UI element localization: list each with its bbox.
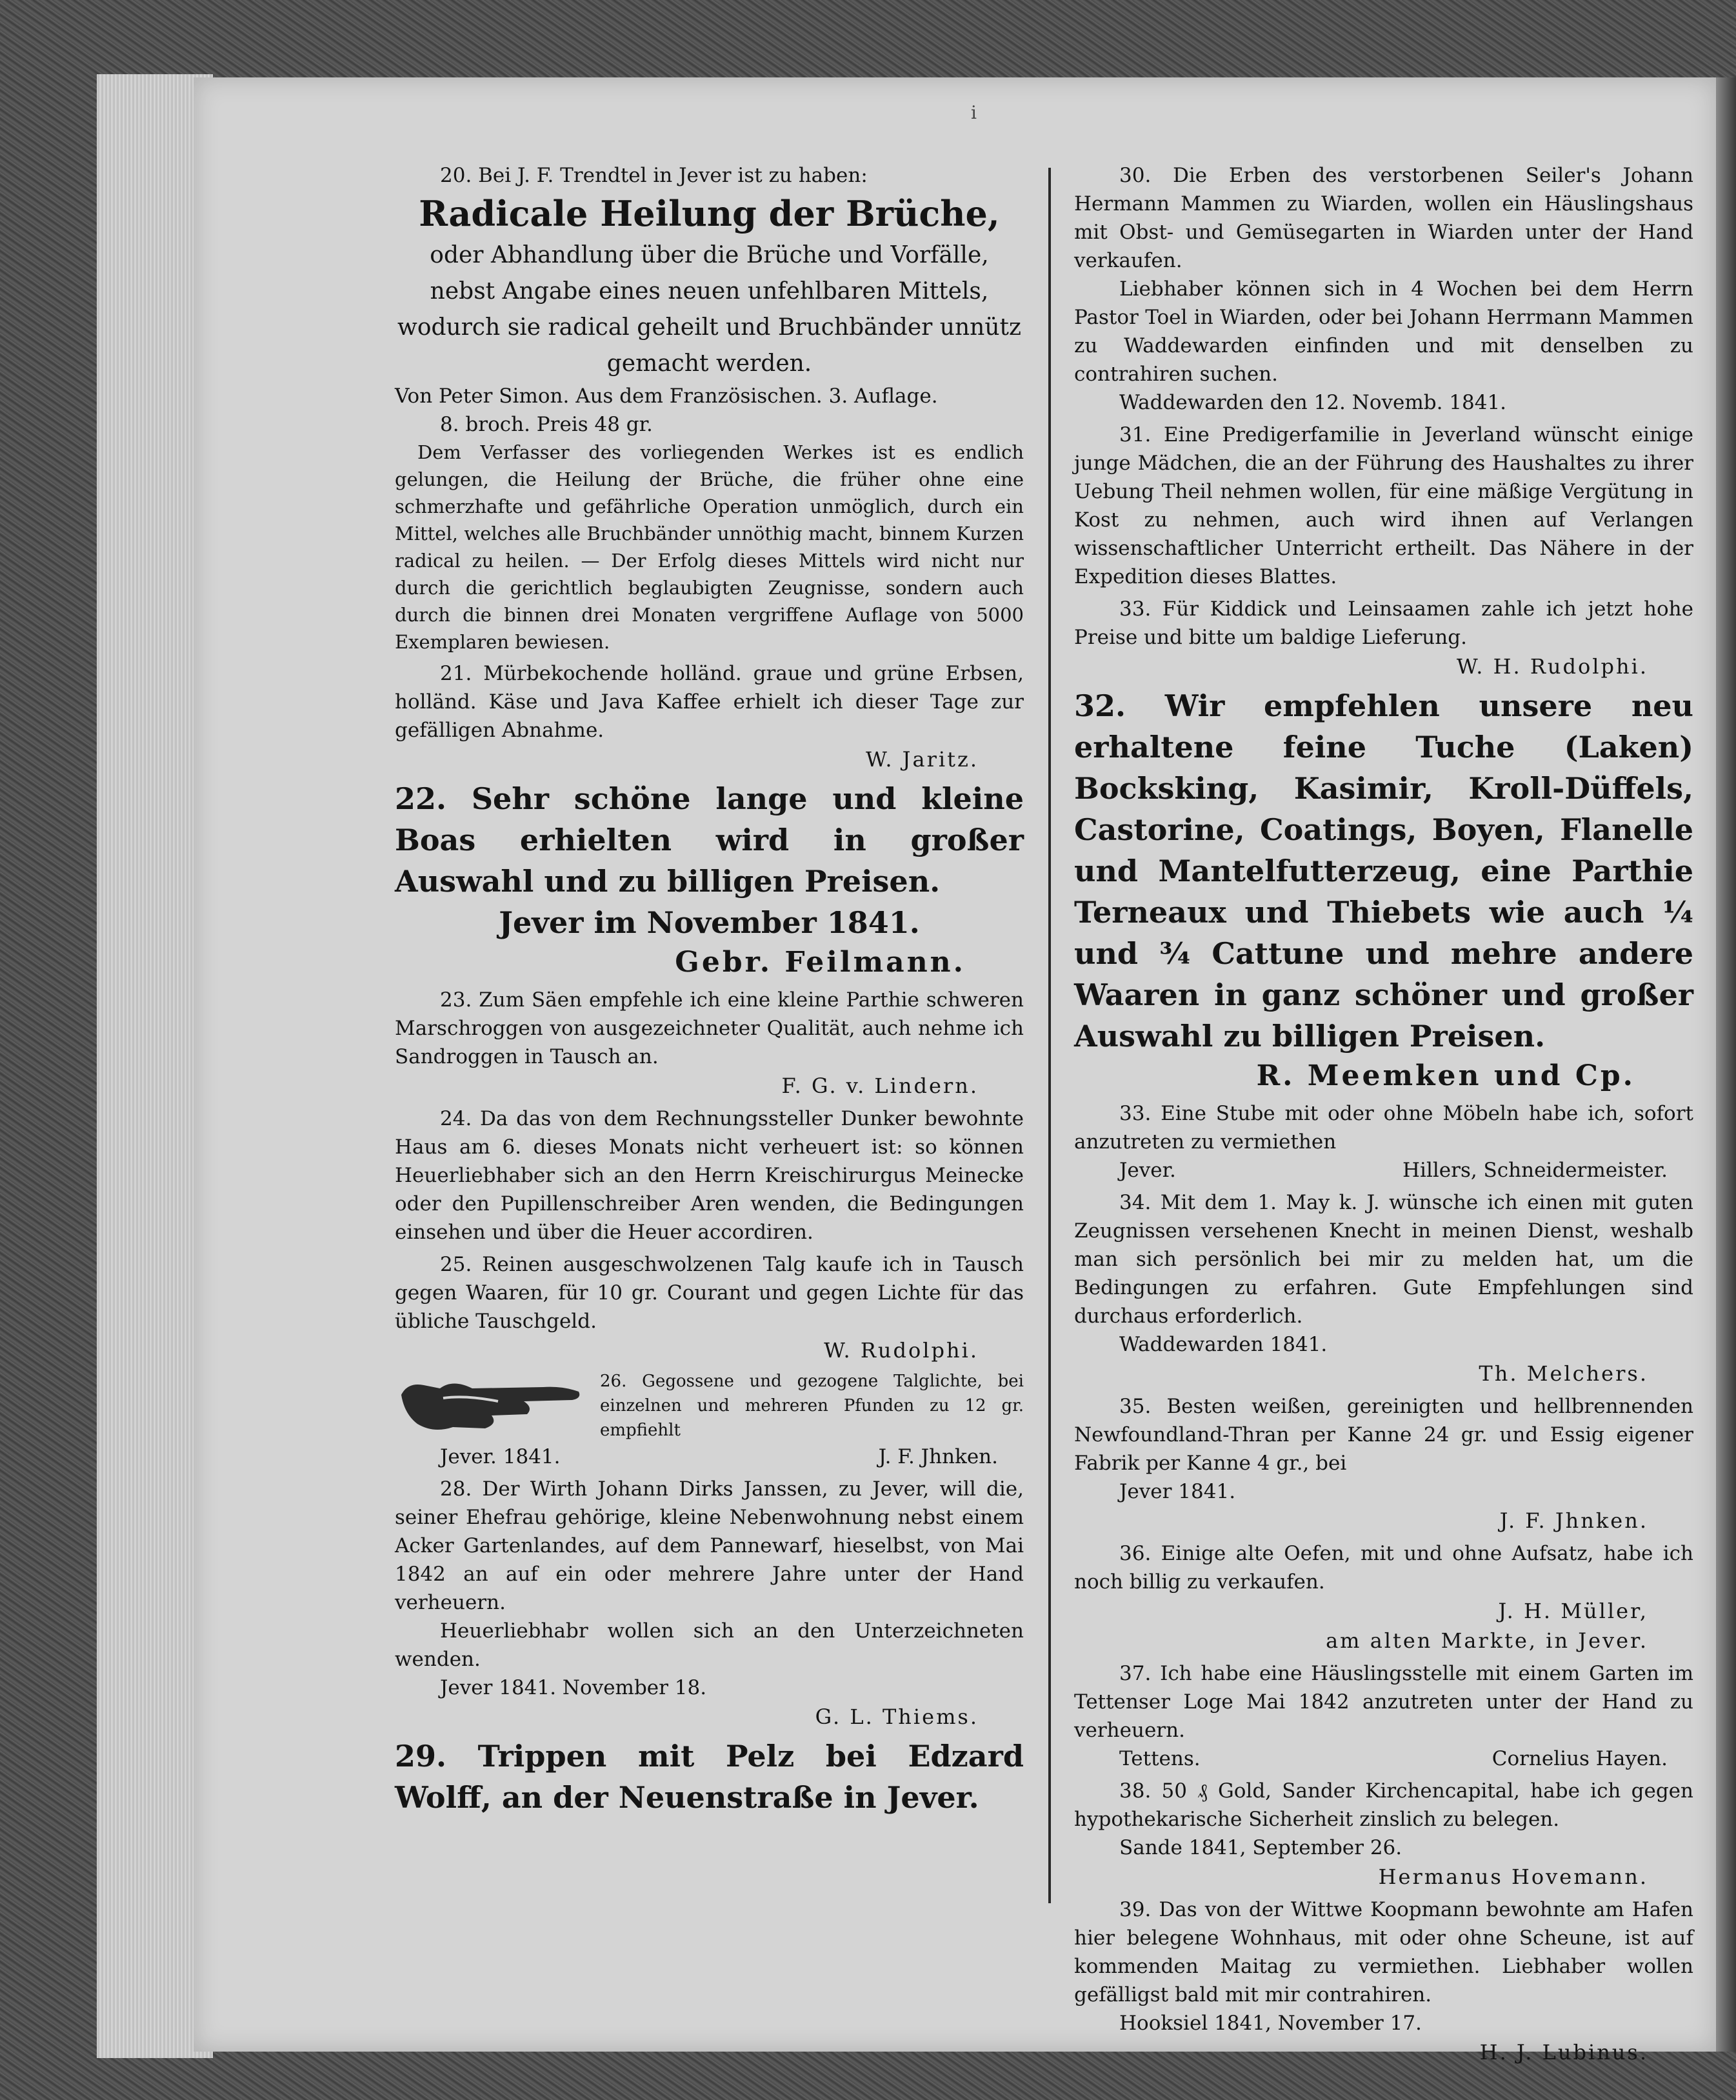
- ad-25-text: 25. Reinen ausgeschwolzenen Talg kaufe ich in Tausch gegen Waaren, für 10 gr. Courant und gegen Lichte für das übliche Tauschgeld.: [395, 1253, 1024, 1333]
- ad-26: [395, 1369, 1024, 1471]
- ad-33b: [1074, 1099, 1693, 1185]
- ad-20: [395, 161, 1024, 655]
- ad-21: [395, 659, 1024, 774]
- ad-26-row: [395, 1369, 1024, 1443]
- ad-28: [395, 1475, 1024, 1732]
- ad-23-signature: F. G. v. Lindern.: [781, 1074, 979, 1098]
- page-curl: [1716, 77, 1736, 2052]
- ad-24-text: 24. Da das von dem Rechnungssteller Dunker bewohnte Haus am 6. dieses Monats nicht verheuert ist: so können Heuerliebhaber sich an den Herrn Kreischirurgus Meinecke oder den Pupillenschreiber Aren wenden, die Bedingungen einsehen und über die Heuer accordiren.: [395, 1107, 1024, 1244]
- ad-23-text: 23. Zum Säen empfehle ich eine kleine Parthie schweren Marschroggen von ausgezeichneter Qualität, auch nehme ich Sandroggen in Tausch an.: [395, 988, 1024, 1068]
- ad-35-place: Jever 1841.: [1119, 1480, 1236, 1503]
- ad-23: [395, 986, 1024, 1101]
- ad-20-body: Dem Verfasser des vorliegenden Werkes ist es endlich gelungen, die Heilung der Brüche, die früher ohne eine schmerzhafte und gefährliche Operation unmöglich, durch ein Mittel, welches alle Bruchbänder unnöthig macht, binnem Kurzen radical zu heilen. — Der Erfolg dieses Mittels wird nicht nur durch die gerichtlich beglaubigten Zeugnisse, sondern auch durch die binnen drei Monaten vergriffene Auflage von 5000 Exemplaren bewiesen.: [395, 441, 1024, 653]
- ad-36-signature2: am alten Markte, in Jever.: [1326, 1628, 1648, 1653]
- ad-33b-signature: Hillers, Schneidermeister.: [1402, 1159, 1668, 1182]
- ad-32-text: 32. Wir empfehlen unsere neu erhaltene feine Tuche (Laken) Bocksking, Kasimir, Kroll-Düffels, Castorine, Coatings, Boyen, Flanelle und Mantelfutterzeug, eine Parthie Terneaux und Thiebets wie auch ¼ und ¾ Cattune und mehre andere Waaren in ganz schöner und großer Auswahl zu billigen Preisen.: [1074, 688, 1693, 1054]
- ad-33b-text: 33. Eine Stube mit oder ohne Möbeln habe ich, sofort anzutreten zu vermiethen: [1074, 1102, 1693, 1154]
- ad-24: [395, 1105, 1024, 1246]
- ad-28-signature: G. L. Thiems.: [815, 1705, 979, 1729]
- ad-26-signature: J. F. Jhnken.: [878, 1445, 998, 1468]
- ad-37-text: 37. Ich habe eine Häuslingsstelle mit einem Garten im Tettenser Loge Mai 1842 anzutreten unter der Hand zu verheuern.: [1074, 1662, 1693, 1742]
- ad-38: [1074, 1777, 1693, 1892]
- ad-22-place: Jever im November 1841.: [499, 905, 920, 940]
- ad-39-place: Hooksiel 1841, November 17.: [1119, 2012, 1422, 2035]
- ad-38-place: Sande 1841, September 26.: [1119, 1836, 1402, 1859]
- ad-21-text: 21. Mürbekochende holländ. graue und grüne Erbsen, holländ. Käse und Java Kaffee erhielt ich dieser Tage zur gefälligen Abnahme.: [395, 662, 1024, 742]
- ad-26-place: Jever. 1841.: [440, 1445, 561, 1468]
- ad-31: [1074, 421, 1693, 591]
- ad-37-place: Tettens.: [1119, 1747, 1201, 1770]
- ad-29-text: 29. Trippen mit Pelz bei Edzard Wolff, an der Neuenstraße in Jever.: [395, 1739, 1024, 1815]
- ad-35-signature: J. F. Jhnken.: [1499, 1508, 1648, 1533]
- ad-21-signature: W. Jaritz.: [866, 747, 979, 772]
- ad-33b-footer: [1074, 1156, 1693, 1185]
- right-column: [1074, 161, 1693, 2065]
- ad-22-text: 22. Sehr schöne lange und kleine Boas erhielten wird in großer Auswahl und zu billigen Preisen.: [395, 781, 1024, 899]
- ad-26-footer: [395, 1443, 1024, 1471]
- ad-38-signature: Hermanus Hovemann.: [1378, 1865, 1648, 1889]
- ad-33a-signature: W. H. Rudolphi.: [1456, 654, 1648, 679]
- ad-35-text: 35. Besten weißen, gereinigten und hellbrennenden Newfoundland-Thran per Kanne 24 gr. und Essig eigener Fabrik per Kanne 4 gr., bei: [1074, 1395, 1693, 1475]
- ad-39-signature: H. J. Lubinus.: [1479, 2040, 1648, 2065]
- ad-22: [395, 778, 1024, 982]
- ad-26-text: 26. Gegossene und gezogene Talglichte, bei einzelnen und mehreren Pfunden zu 12 gr. empfiehlt: [600, 1372, 1024, 1440]
- ad-30-text: 30. Die Erben des verstorbenen Seiler's Johann Hermann Mammen zu Wiarden, wollen ein Häuslingshaus mit Obst- und Gemüsegarten in Wiarden unter der Hand verkaufen.: [1074, 164, 1693, 272]
- ad-30-place: Waddewarden den 12. Novemb. 1841.: [1119, 391, 1507, 414]
- column-rule: [1048, 168, 1051, 1903]
- ad-25-signature: W. Rudolphi.: [824, 1338, 979, 1363]
- ad-20-subtitle: oder Abhandlung über die Brüche und Vorfälle, nebst Angabe eines neuen unfehlbaren Mittels, wodurch sie radical geheilt und Bruchbänder unnütz gemacht werden.: [397, 242, 1021, 377]
- ad-22-signature: Gebr. Feilmann.: [675, 946, 966, 979]
- ad-28-place: Jever 1841. November 18.: [440, 1676, 707, 1699]
- ad-28-text: 28. Der Wirth Johann Dirks Janssen, zu Jever, will die, seiner Ehefrau gehörige, kleine Nebenwohnung nebst einem Acker Gartenlandes, auf dem Pannewarf, hieselbst, von Mai 1842 an auf ein oder mehrere Jahre unter der Hand verheuern.: [395, 1477, 1024, 1614]
- left-column: [395, 161, 1024, 1916]
- ad-37-footer: [1074, 1745, 1693, 1773]
- ad-31-text: 31. Eine Predigerfamilie in Jeverland wünscht einige junge Mädchen, die an der Führung des Haushaltes zu ihrer Uebung Theil nehmen wollen, für eine mäßige Vergütung in Kost zu nehmen, auch wird ihnen auf Verlangen wissenschaftlicher Unterricht ertheilt. Das Nähere in der Expedition dieses Blattes.: [1074, 423, 1693, 588]
- pointing-hand-icon: [395, 1369, 588, 1440]
- ad-39-text: 39. Das von der Wittwe Koopmann bewohnte am Hafen hier belegene Wohnhaus, mit oder ohne Scheune, ist auf kommenden Maitag zu vermiethen. Liebhaber wollen gefälligst bald mit mir contrahiren.: [1074, 1898, 1693, 2006]
- ad-30: [1074, 161, 1693, 417]
- ad-39: [1074, 1895, 1693, 2067]
- ad-34-place: Waddewarden 1841.: [1119, 1333, 1328, 1356]
- ad-34-text: 34. Mit dem 1. May k. J. wünsche ich einen mit guten Zeugnissen versehenen Knecht in meinen Dienst, weshalb man sich persönlich bei mir zu melden hat, um die Bedingungen zu erfahren. Gute Empfehlungen sind durchaus erforderlich.: [1074, 1191, 1693, 1328]
- ad-25: [395, 1250, 1024, 1365]
- ad-32-signature: R. Meemken und Cp.: [1256, 1059, 1635, 1092]
- top-mark: i: [971, 102, 977, 123]
- ad-34: [1074, 1188, 1693, 1388]
- ad-33a-text: 33. Für Kiddick und Leinsaamen zahle ich jetzt hohe Preise und bitte um baldige Lieferung.: [1074, 597, 1693, 649]
- ad-36: [1074, 1539, 1693, 1655]
- ad-33b-place: Jever.: [1119, 1159, 1176, 1182]
- ad-28-text2: Heuerliebhabr wollen sich an den Unterzeichneten wenden.: [395, 1619, 1024, 1671]
- ad-38-text: 38. 50 ₰ Gold, Sander Kirchencapital, habe ich gegen hypothekarische Sicherheit zinslich zu belegen.: [1074, 1779, 1693, 1831]
- ad-20-price: 8. broch. Preis 48 gr.: [440, 413, 653, 436]
- ad-34-signature: Th. Melchers.: [1479, 1361, 1648, 1386]
- ad-30-text2: Liebhaber können sich in 4 Wochen bei dem Herrn Pastor Toel in Wiarden, oder bei Johann Herrmann Mammen zu Waddewarden einfinden und mit denselben zu contrahiren suchen.: [1074, 277, 1693, 386]
- ad-20-author: Von Peter Simon. Aus dem Französischen. 3. Auflage.: [395, 385, 938, 408]
- ad-29: [395, 1735, 1024, 1818]
- ad-33a: [1074, 595, 1693, 681]
- ad-35: [1074, 1392, 1693, 1535]
- ad-37-signature: Cornelius Hayen.: [1492, 1747, 1668, 1770]
- ad-36-text: 36. Einige alte Oefen, mit und ohne Aufsatz, habe ich noch billig zu verkaufen.: [1074, 1542, 1693, 1594]
- ad-32: [1074, 685, 1693, 1095]
- ad-37: [1074, 1659, 1693, 1773]
- ad-20-title: Radicale Heilung der Brüche,: [419, 193, 1000, 234]
- ad-20-intro: 20. Bei J. F. Trendtel in Jever ist zu haben:: [440, 164, 868, 187]
- ad-36-signature: J. H. Müller,: [1498, 1599, 1648, 1623]
